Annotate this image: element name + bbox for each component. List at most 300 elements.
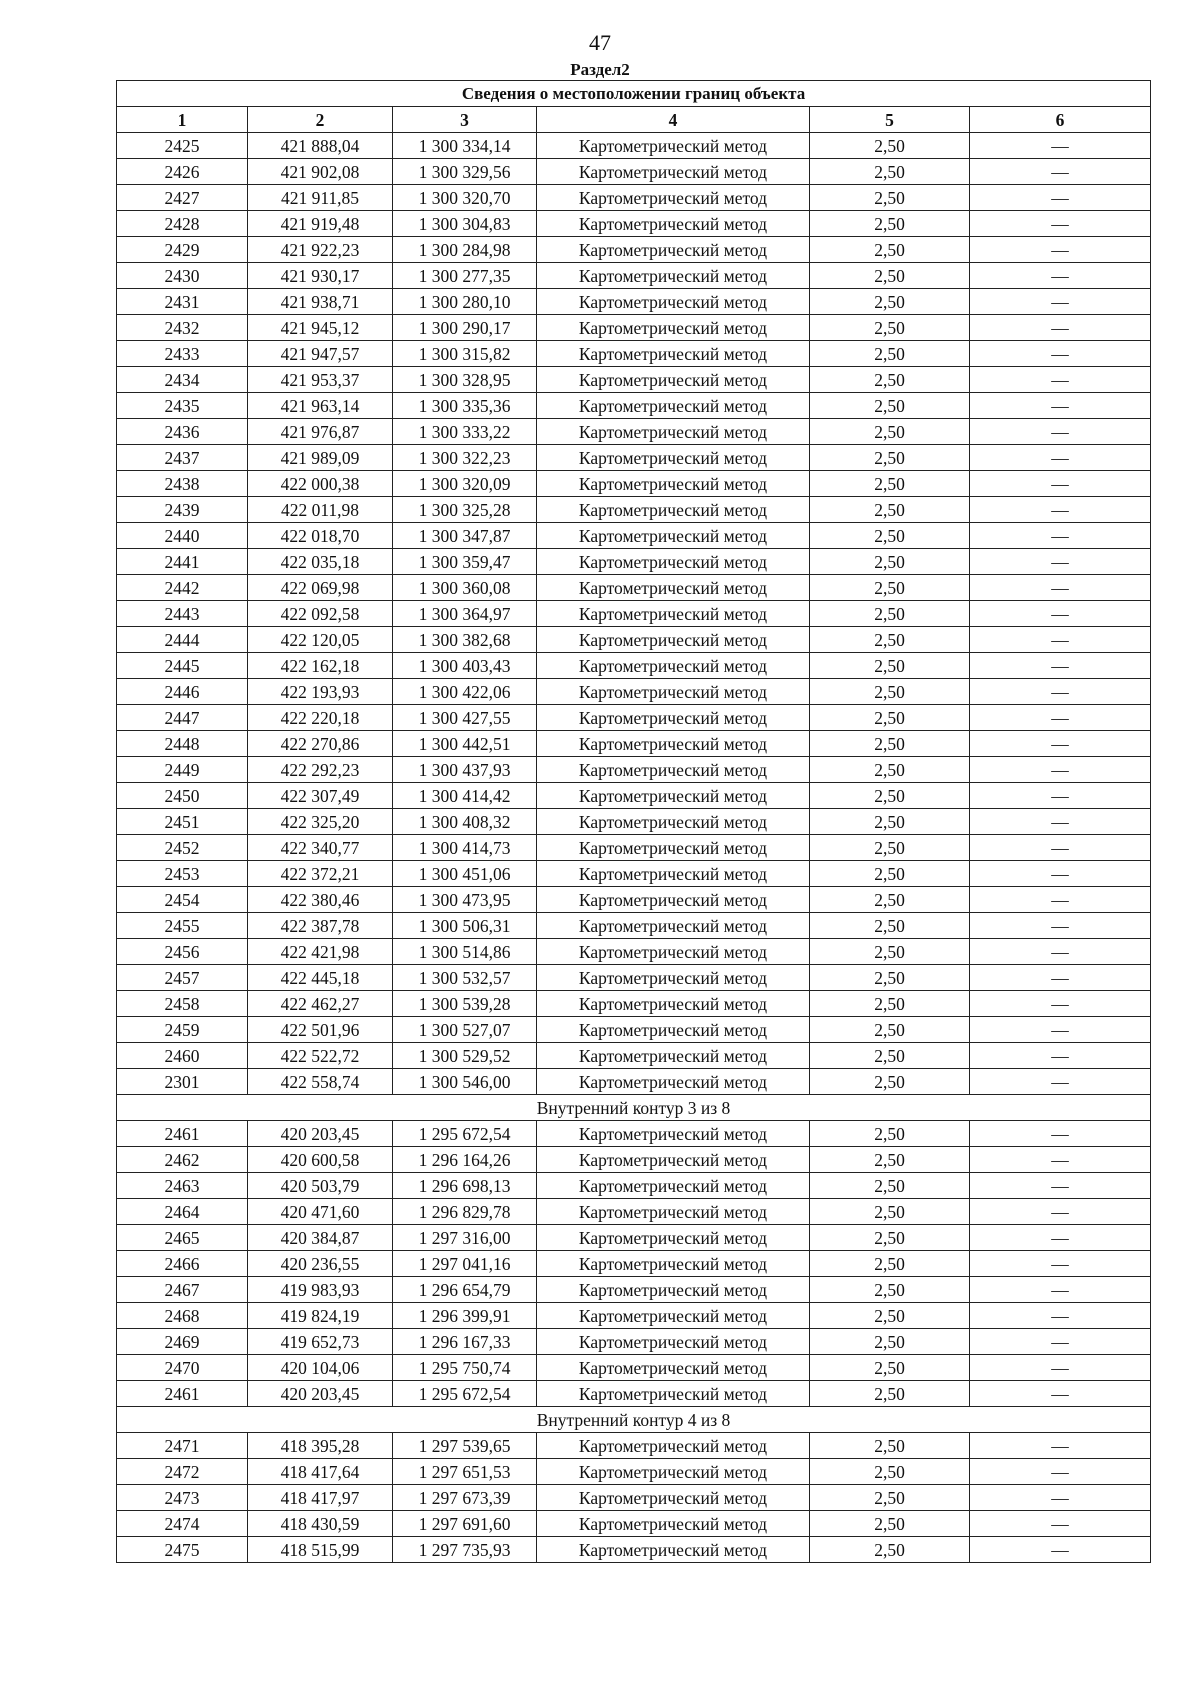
accuracy-cell: 2,50 [810, 393, 970, 419]
point-number-cell: 2439 [117, 497, 248, 523]
table-row [117, 991, 1151, 1017]
column-number: 4 [537, 107, 810, 133]
accuracy-cell: 2,50 [810, 1017, 970, 1043]
description-cell: — [970, 159, 1151, 185]
table-row [117, 1199, 1151, 1225]
description-cell: — [970, 965, 1151, 991]
y-coordinate-cell: 1 295 672,54 [393, 1381, 537, 1407]
method-cell: Картометрический метод [537, 497, 810, 523]
y-coordinate-cell: 1 300 422,06 [393, 679, 537, 705]
x-coordinate-cell: 422 162,18 [248, 653, 393, 679]
method-cell: Картометрический метод [537, 757, 810, 783]
column-number: 1 [117, 107, 248, 133]
point-number-cell: 2461 [117, 1121, 248, 1147]
table-row [117, 393, 1151, 419]
point-number-cell: 2468 [117, 1303, 248, 1329]
table-row [117, 211, 1151, 237]
description-cell: — [970, 393, 1151, 419]
method-cell: Картометрический метод [537, 1485, 810, 1511]
x-coordinate-cell: 422 069,98 [248, 575, 393, 601]
table-row [117, 1459, 1151, 1485]
accuracy-cell: 2,50 [810, 1329, 970, 1355]
accuracy-cell: 2,50 [810, 1537, 970, 1563]
boundary-table [116, 80, 1151, 1563]
accuracy-cell: 2,50 [810, 575, 970, 601]
accuracy-cell: 2,50 [810, 1277, 970, 1303]
point-number-cell: 2449 [117, 757, 248, 783]
table-row [117, 835, 1151, 861]
accuracy-cell: 2,50 [810, 1199, 970, 1225]
x-coordinate-cell: 422 421,98 [248, 939, 393, 965]
accuracy-cell: 2,50 [810, 237, 970, 263]
table-row [117, 653, 1151, 679]
method-cell: Картометрический метод [537, 653, 810, 679]
y-coordinate-cell: 1 300 284,98 [393, 237, 537, 263]
table-row [117, 549, 1151, 575]
table-row [117, 861, 1151, 887]
description-cell: — [970, 1277, 1151, 1303]
table-body [117, 133, 1151, 1563]
description-cell: — [970, 679, 1151, 705]
method-cell: Картометрический метод [537, 445, 810, 471]
column-number: 2 [248, 107, 393, 133]
method-cell: Картометрический метод [537, 861, 810, 887]
accuracy-cell: 2,50 [810, 419, 970, 445]
accuracy-cell: 2,50 [810, 1225, 970, 1251]
accuracy-cell: 2,50 [810, 1069, 970, 1095]
x-coordinate-cell: 422 380,46 [248, 887, 393, 913]
x-coordinate-cell: 422 501,96 [248, 1017, 393, 1043]
description-cell: — [970, 1355, 1151, 1381]
x-coordinate-cell: 419 983,93 [248, 1277, 393, 1303]
point-number-cell: 2432 [117, 315, 248, 341]
method-cell: Картометрический метод [537, 1329, 810, 1355]
x-coordinate-cell: 422 000,38 [248, 471, 393, 497]
method-cell: Картометрический метод [537, 965, 810, 991]
y-coordinate-cell: 1 297 041,16 [393, 1251, 537, 1277]
y-coordinate-cell: 1 297 691,60 [393, 1511, 537, 1537]
x-coordinate-cell: 418 395,28 [248, 1433, 393, 1459]
accuracy-cell: 2,50 [810, 679, 970, 705]
x-coordinate-cell: 422 340,77 [248, 835, 393, 861]
method-cell: Картометрический метод [537, 1225, 810, 1251]
accuracy-cell: 2,50 [810, 705, 970, 731]
description-cell: — [970, 211, 1151, 237]
point-number-cell: 2456 [117, 939, 248, 965]
accuracy-cell: 2,50 [810, 445, 970, 471]
y-coordinate-cell: 1 300 334,14 [393, 133, 537, 159]
point-number-cell: 2461 [117, 1381, 248, 1407]
method-cell: Картометрический метод [537, 939, 810, 965]
x-coordinate-cell: 422 325,20 [248, 809, 393, 835]
x-coordinate-cell: 422 522,72 [248, 1043, 393, 1069]
table-row [117, 705, 1151, 731]
method-cell: Картометрический метод [537, 835, 810, 861]
method-cell: Картометрический метод [537, 731, 810, 757]
method-cell: Картометрический метод [537, 1303, 810, 1329]
point-number-cell: 2453 [117, 861, 248, 887]
point-number-cell: 2434 [117, 367, 248, 393]
description-cell: — [970, 809, 1151, 835]
table-row [117, 575, 1151, 601]
table-row [117, 1277, 1151, 1303]
table-row [117, 367, 1151, 393]
accuracy-cell: 2,50 [810, 1355, 970, 1381]
description-cell: — [970, 1459, 1151, 1485]
table-row [117, 185, 1151, 211]
point-number-cell: 2442 [117, 575, 248, 601]
point-number-cell: 2464 [117, 1199, 248, 1225]
accuracy-cell: 2,50 [810, 133, 970, 159]
y-coordinate-cell: 1 296 698,13 [393, 1173, 537, 1199]
table-row [117, 627, 1151, 653]
description-cell: — [970, 705, 1151, 731]
point-number-cell: 2444 [117, 627, 248, 653]
column-number: 6 [970, 107, 1151, 133]
accuracy-cell: 2,50 [810, 731, 970, 757]
y-coordinate-cell: 1 300 364,97 [393, 601, 537, 627]
section-title: Раздел2 [570, 60, 630, 79]
table-row [117, 289, 1151, 315]
point-number-cell: 2469 [117, 1329, 248, 1355]
point-number-cell: 2445 [117, 653, 248, 679]
method-cell: Картометрический метод [537, 185, 810, 211]
x-coordinate-cell: 418 417,97 [248, 1485, 393, 1511]
point-number-cell: 2428 [117, 211, 248, 237]
table-row [117, 1017, 1151, 1043]
point-number-cell: 2430 [117, 263, 248, 289]
point-number-cell: 2457 [117, 965, 248, 991]
description-cell: — [970, 939, 1151, 965]
x-coordinate-cell: 420 236,55 [248, 1251, 393, 1277]
point-number-cell: 2463 [117, 1173, 248, 1199]
y-coordinate-cell: 1 300 290,17 [393, 315, 537, 341]
accuracy-cell: 2,50 [810, 1147, 970, 1173]
point-number-cell: 2447 [117, 705, 248, 731]
point-number-cell: 2454 [117, 887, 248, 913]
table-row [117, 133, 1151, 159]
point-number-cell: 2460 [117, 1043, 248, 1069]
point-number-cell: 2471 [117, 1433, 248, 1459]
method-cell: Картометрический метод [537, 341, 810, 367]
accuracy-cell: 2,50 [810, 367, 970, 393]
table-row [117, 497, 1151, 523]
y-coordinate-cell: 1 300 532,57 [393, 965, 537, 991]
y-coordinate-cell: 1 300 514,86 [393, 939, 537, 965]
point-number-cell: 2448 [117, 731, 248, 757]
table-row [117, 1173, 1151, 1199]
accuracy-cell: 2,50 [810, 1485, 970, 1511]
method-cell: Картометрический метод [537, 471, 810, 497]
x-coordinate-cell: 422 018,70 [248, 523, 393, 549]
accuracy-cell: 2,50 [810, 1251, 970, 1277]
description-cell: — [970, 1303, 1151, 1329]
description-cell: — [970, 1173, 1151, 1199]
accuracy-cell: 2,50 [810, 1459, 970, 1485]
method-cell: Картометрический метод [537, 1017, 810, 1043]
accuracy-cell: 2,50 [810, 627, 970, 653]
point-number-cell: 2472 [117, 1459, 248, 1485]
point-number-cell: 2465 [117, 1225, 248, 1251]
accuracy-cell: 2,50 [810, 471, 970, 497]
method-cell: Картометрический метод [537, 705, 810, 731]
method-cell: Картометрический метод [537, 1251, 810, 1277]
x-coordinate-cell: 421 888,04 [248, 133, 393, 159]
point-number-cell: 2455 [117, 913, 248, 939]
method-cell: Картометрический метод [537, 1277, 810, 1303]
y-coordinate-cell: 1 297 539,65 [393, 1433, 537, 1459]
description-cell: — [970, 237, 1151, 263]
point-number-cell: 2437 [117, 445, 248, 471]
description-cell: — [970, 1069, 1151, 1095]
y-coordinate-cell: 1 300 403,43 [393, 653, 537, 679]
table-row [117, 601, 1151, 627]
y-coordinate-cell: 1 300 320,70 [393, 185, 537, 211]
x-coordinate-cell: 422 193,93 [248, 679, 393, 705]
description-cell: — [970, 731, 1151, 757]
accuracy-cell: 2,50 [810, 601, 970, 627]
y-coordinate-cell: 1 300 328,95 [393, 367, 537, 393]
method-cell: Картометрический метод [537, 1121, 810, 1147]
method-cell: Картометрический метод [537, 133, 810, 159]
description-cell: — [970, 1381, 1151, 1407]
accuracy-cell: 2,50 [810, 913, 970, 939]
accuracy-cell: 2,50 [810, 1303, 970, 1329]
x-coordinate-cell: 421 953,37 [248, 367, 393, 393]
table-row [117, 1147, 1151, 1173]
accuracy-cell: 2,50 [810, 861, 970, 887]
method-cell: Картометрический метод [537, 783, 810, 809]
y-coordinate-cell: 1 300 473,95 [393, 887, 537, 913]
y-coordinate-cell: 1 300 360,08 [393, 575, 537, 601]
accuracy-cell: 2,50 [810, 523, 970, 549]
y-coordinate-cell: 1 300 506,31 [393, 913, 537, 939]
y-coordinate-cell: 1 297 651,53 [393, 1459, 537, 1485]
x-coordinate-cell: 421 945,12 [248, 315, 393, 341]
description-cell: — [970, 1537, 1151, 1563]
y-coordinate-cell: 1 300 442,51 [393, 731, 537, 757]
table-row [117, 159, 1151, 185]
table-row [117, 1537, 1151, 1563]
description-cell: — [970, 315, 1151, 341]
method-cell: Картометрический метод [537, 1355, 810, 1381]
column-number: 5 [810, 107, 970, 133]
x-coordinate-cell: 418 515,99 [248, 1537, 393, 1563]
y-coordinate-cell: 1 300 304,83 [393, 211, 537, 237]
method-cell: Картометрический метод [537, 991, 810, 1017]
method-cell: Картометрический метод [537, 601, 810, 627]
table-caption: Сведения о местоположении границ объекта [117, 81, 1151, 107]
x-coordinate-cell: 421 919,48 [248, 211, 393, 237]
description-cell: — [970, 1511, 1151, 1537]
x-coordinate-cell: 422 558,74 [248, 1069, 393, 1095]
method-cell: Картометрический метод [537, 1433, 810, 1459]
accuracy-cell: 2,50 [810, 315, 970, 341]
x-coordinate-cell: 422 372,21 [248, 861, 393, 887]
method-cell: Картометрический метод [537, 289, 810, 315]
accuracy-cell: 2,50 [810, 835, 970, 861]
table-row [117, 1251, 1151, 1277]
method-cell: Картометрический метод [537, 393, 810, 419]
contour-label: Внутренний контур 3 из 8 [117, 1095, 1151, 1121]
point-number-cell: 2462 [117, 1147, 248, 1173]
description-cell: — [970, 185, 1151, 211]
y-coordinate-cell: 1 300 347,87 [393, 523, 537, 549]
y-coordinate-cell: 1 297 316,00 [393, 1225, 537, 1251]
x-coordinate-cell: 422 445,18 [248, 965, 393, 991]
table-row [117, 757, 1151, 783]
point-number-cell: 2443 [117, 601, 248, 627]
accuracy-cell: 2,50 [810, 211, 970, 237]
x-coordinate-cell: 422 035,18 [248, 549, 393, 575]
method-cell: Картометрический метод [537, 1537, 810, 1563]
table-row [117, 939, 1151, 965]
y-coordinate-cell: 1 296 654,79 [393, 1277, 537, 1303]
accuracy-cell: 2,50 [810, 991, 970, 1017]
y-coordinate-cell: 1 300 529,52 [393, 1043, 537, 1069]
point-number-cell: 2429 [117, 237, 248, 263]
point-number-cell: 2452 [117, 835, 248, 861]
x-coordinate-cell: 421 963,14 [248, 393, 393, 419]
accuracy-cell: 2,50 [810, 497, 970, 523]
table-caption-row [117, 81, 1151, 107]
accuracy-cell: 2,50 [810, 1381, 970, 1407]
column-number-row [117, 107, 1151, 133]
accuracy-cell: 2,50 [810, 1433, 970, 1459]
x-coordinate-cell: 421 947,57 [248, 341, 393, 367]
point-number-cell: 2459 [117, 1017, 248, 1043]
x-coordinate-cell: 422 307,49 [248, 783, 393, 809]
y-coordinate-cell: 1 300 527,07 [393, 1017, 537, 1043]
description-cell: — [970, 1433, 1151, 1459]
y-coordinate-cell: 1 296 164,26 [393, 1147, 537, 1173]
y-coordinate-cell: 1 295 750,74 [393, 1355, 537, 1381]
point-number-cell: 2436 [117, 419, 248, 445]
description-cell: — [970, 1329, 1151, 1355]
accuracy-cell: 2,50 [810, 341, 970, 367]
table-row [117, 1303, 1151, 1329]
table-row [117, 523, 1151, 549]
x-coordinate-cell: 421 902,08 [248, 159, 393, 185]
description-cell: — [970, 1147, 1151, 1173]
method-cell: Картометрический метод [537, 549, 810, 575]
table-row [117, 965, 1151, 991]
x-coordinate-cell: 419 652,73 [248, 1329, 393, 1355]
description-cell: — [970, 549, 1151, 575]
y-coordinate-cell: 1 297 673,39 [393, 1485, 537, 1511]
table-row [117, 731, 1151, 757]
y-coordinate-cell: 1 300 277,35 [393, 263, 537, 289]
table-row [117, 913, 1151, 939]
accuracy-cell: 2,50 [810, 1121, 970, 1147]
description-cell: — [970, 289, 1151, 315]
description-cell: — [970, 861, 1151, 887]
accuracy-cell: 2,50 [810, 263, 970, 289]
y-coordinate-cell: 1 300 335,36 [393, 393, 537, 419]
y-coordinate-cell: 1 300 382,68 [393, 627, 537, 653]
x-coordinate-cell: 419 824,19 [248, 1303, 393, 1329]
y-coordinate-cell: 1 296 167,33 [393, 1329, 537, 1355]
y-coordinate-cell: 1 300 320,09 [393, 471, 537, 497]
method-cell: Картометрический метод [537, 913, 810, 939]
y-coordinate-cell: 1 295 672,54 [393, 1121, 537, 1147]
accuracy-cell: 2,50 [810, 185, 970, 211]
column-number: 3 [393, 107, 537, 133]
contour-header-row [117, 1095, 1151, 1121]
method-cell: Картометрический метод [537, 1147, 810, 1173]
description-cell: — [970, 1199, 1151, 1225]
description-cell: — [970, 263, 1151, 289]
description-cell: — [970, 471, 1151, 497]
accuracy-cell: 2,50 [810, 289, 970, 315]
method-cell: Картометрический метод [537, 523, 810, 549]
accuracy-cell: 2,50 [810, 549, 970, 575]
point-number-cell: 2470 [117, 1355, 248, 1381]
point-number-cell: 2427 [117, 185, 248, 211]
point-number-cell: 2446 [117, 679, 248, 705]
method-cell: Картометрический метод [537, 1199, 810, 1225]
point-number-cell: 2435 [117, 393, 248, 419]
x-coordinate-cell: 420 203,45 [248, 1381, 393, 1407]
method-cell: Картометрический метод [537, 1511, 810, 1537]
description-cell: — [970, 341, 1151, 367]
y-coordinate-cell: 1 300 539,28 [393, 991, 537, 1017]
method-cell: Картометрический метод [537, 887, 810, 913]
method-cell: Картометрический метод [537, 315, 810, 341]
table-row [117, 237, 1151, 263]
description-cell: — [970, 601, 1151, 627]
method-cell: Картометрический метод [537, 211, 810, 237]
x-coordinate-cell: 420 104,06 [248, 1355, 393, 1381]
point-number-cell: 2440 [117, 523, 248, 549]
y-coordinate-cell: 1 300 437,93 [393, 757, 537, 783]
x-coordinate-cell: 422 220,18 [248, 705, 393, 731]
x-coordinate-cell: 421 976,87 [248, 419, 393, 445]
method-cell: Картометрический метод [537, 627, 810, 653]
point-number-cell: 2425 [117, 133, 248, 159]
description-cell: — [970, 445, 1151, 471]
y-coordinate-cell: 1 297 735,93 [393, 1537, 537, 1563]
point-number-cell: 2473 [117, 1485, 248, 1511]
description-cell: — [970, 913, 1151, 939]
method-cell: Картометрический метод [537, 1043, 810, 1069]
x-coordinate-cell: 422 120,05 [248, 627, 393, 653]
x-coordinate-cell: 422 387,78 [248, 913, 393, 939]
method-cell: Картометрический метод [537, 809, 810, 835]
accuracy-cell: 2,50 [810, 1173, 970, 1199]
y-coordinate-cell: 1 300 414,73 [393, 835, 537, 861]
table-row [117, 783, 1151, 809]
y-coordinate-cell: 1 296 829,78 [393, 1199, 537, 1225]
method-cell: Картометрический метод [537, 1459, 810, 1485]
table-row [117, 1485, 1151, 1511]
point-number-cell: 2441 [117, 549, 248, 575]
accuracy-cell: 2,50 [810, 1511, 970, 1537]
y-coordinate-cell: 1 300 325,28 [393, 497, 537, 523]
y-coordinate-cell: 1 300 408,32 [393, 809, 537, 835]
y-coordinate-cell: 1 300 322,23 [393, 445, 537, 471]
x-coordinate-cell: 420 600,58 [248, 1147, 393, 1173]
y-coordinate-cell: 1 300 280,10 [393, 289, 537, 315]
x-coordinate-cell: 422 092,58 [248, 601, 393, 627]
table-row [117, 1355, 1151, 1381]
point-number-cell: 2433 [117, 341, 248, 367]
accuracy-cell: 2,50 [810, 757, 970, 783]
description-cell: — [970, 523, 1151, 549]
description-cell: — [970, 887, 1151, 913]
description-cell: — [970, 783, 1151, 809]
x-coordinate-cell: 421 922,23 [248, 237, 393, 263]
